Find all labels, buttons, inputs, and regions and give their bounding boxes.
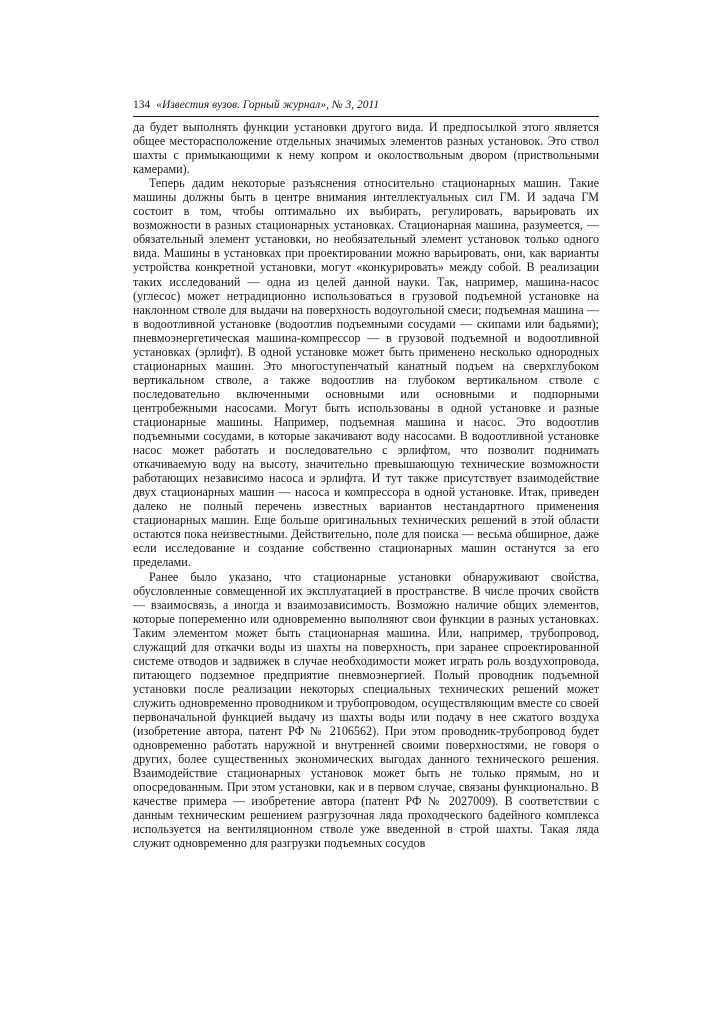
paragraph-continuation: да будет выполнять функции установки другого вида. И предпосылкой этого является общее месторасположение отдельных значимых элементов разных установок. Это ствол шахты с примыкающими к нему копром и околоствольным двором (приствольными камерами).: [133, 120, 599, 177]
article-body: [133, 120, 599, 850]
journal-title: «Известия вузов. Горный журнал», № 3, 2011: [156, 99, 380, 111]
paragraph-installation-interaction: Ранее было указано, что стационарные установки обнаруживают свойства, обусловленные совмещенной их эксплуатацией в пространстве. В числе прочих свойств — взаимосвязь, а иногда и взаимозависимость. Возможно наличие общих элементов, которые попеременно или одновременно выполняют свои функции в разных установках. Таким элементом может быть стационарная машина. Или, например, трубопровод, служащий для откачки воды из шахты на поверхность, при заранее спроектированной системе отводов и задвижек в случае необходимости может играть роль воздухопровода, питающего подземное предприятие пневмоэнергией. Полый проводник подъемной установки после реализации некоторых специальных технических решений может служить одновременно проводником и трубопроводом, осуществляющим вместе со своей первоначальной функцией выдачу из шахты воды или подачу в нее сжатого воздуха (изобретение автора, патент РФ № 2106562). При этом проводник-трубопровод будет одновременно работать наружной и внутренней своими поверхностями, не говоря о других, более существенных экономических выгодах данного технического решения. Взаимодействие стационарных установок может быть не только прямым, но и опосредованным. При этом установки, как и в первом случае, связаны функционально. В качестве примера — изобретение автора (патент РФ № 2027009). В соответствии с данным техническим решением разгрузочная ляда проходческого бадейного комплекса используется на вентиляционном стволе уже введенной в строй шахты. Такая ляда служит одновременно для разгрузки подъемных сосудов: [133, 569, 599, 851]
journal-page: [133, 98, 599, 850]
page-number: 134: [133, 99, 151, 111]
running-header: [133, 98, 599, 117]
paragraph-stationary-machines: Теперь дадим некоторые разъяснения относительно стационарных машин. Такие машины должны быть в центре внимания интеллектуальных сил ГМ. И задача ГМ состоит в том, чтобы оптимально их выбирать, регулировать, варьировать их возможности в разных стационарных установках. Стационарная машина, разумеется, — обязательный элемент установки, но необязательный элемент установок только одного вида. Машины в установках при проектировании можно варьировать, они, как варианты устройства конкретной установки, могут «конкурировать» между собой. В реализации таких исследований — одна из целей данной науки. Так, например, машина-насос (углесос) может нетрадиционно использоваться в грузовой подъемной установке на наклонном стволе для выдачи на поверхность водоугольной смеси; подъемная машина — в водоотливной установке (водоотлив подъемными сосудами — скипами или бадьями); пневмоэнергетическая машина-компрессор — в грузовой подъемной и водоотливной установках (эрлифт). В одной установке может быть применено несколько однородных стационарных машин. Это многоступенчатый канатный подъем на сверхглубоком вертикальном стволе, а также водоотлив на глубоком вертикальном стволе с последовательно включенными основными или основными и подпорными центробежными насосами. Могут быть использованы в одной установке и разные стационарные машины. Например, подъемная машина и насос. Это водоотлив подъемными сосудами, в которые закачивают воду насосами. В водоотливной установке насос может работать и последовательно с эрлифтом, что позволит поднимать откачиваемую воду на высоту, значительно превышающую технические возможности работающих независимо насоса и эрлифта. И тут также присутствует взаимодействие двух стационарных машин — насоса и компрессора в одной установке. Итак, приведен далеко не полный перечень известных вариантов нестандартного применения стационарных машин. Еще больше оригинальных технических решений в этой области остаются пока неизвестными. Действительно, поле для поиска — весьма обширное, даже если исследование и создание собственно стационарных машин останутся за его пределами.: [133, 176, 599, 570]
